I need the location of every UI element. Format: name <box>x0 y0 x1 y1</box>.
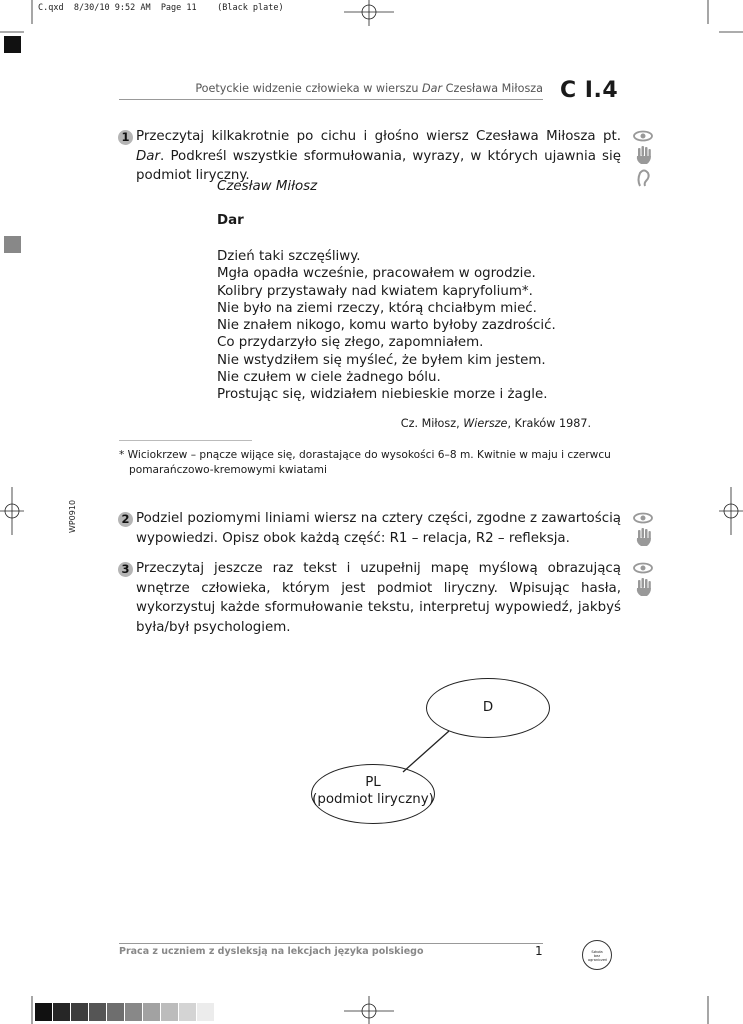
color-swatch <box>89 1003 106 1021</box>
side-code: WP0910 <box>68 499 78 534</box>
print-slug: C.qxd 8/30/10 9:52 AM Page 11 (Black plate) <box>38 3 284 13</box>
poem-line: Nie znałem nikogo, komu warto byłoby zazdrościć. <box>217 318 556 334</box>
running-header: Poetyckie widzenie człowieka w wierszu Dar Czesława Miłosza <box>195 82 543 95</box>
color-swatch <box>197 1003 214 1021</box>
color-swatch <box>161 1003 178 1021</box>
logo-text: Szkoła bez ograniczeń <box>588 950 608 962</box>
logo-icon <box>582 940 612 970</box>
footnote: * Wiciokrzew – pnącze wijące się, dorastające do wysokości 6–8 m. Kwitnie w maju i czerwcu pomarańczowo-kremowymi kwiatami <box>119 449 611 476</box>
task-2-text: Podziel poziomymi liniami wiersz na cztery części, zgodne z zawartością wypowiedzi. Opisz obok każdą część: R1 – relacja, R2 – refleksja. <box>136 511 621 546</box>
color-swatch <box>71 1003 88 1021</box>
poem-author: Czesław Miłosz <box>217 179 318 194</box>
page-number: 1 <box>535 944 543 958</box>
task-1-text: Przeczytaj kilkakrotnie po cichu i głośno wiersz Czesława Miłosza pt. Dar. Podkreśl wszystkie sformułowania, wyrazy, w których ujawnia się podmiot liryczny. <box>136 129 621 183</box>
color-swatch <box>143 1003 160 1021</box>
color-swatch <box>35 1003 52 1021</box>
color-swatch <box>107 1003 124 1021</box>
mindmap-node-pl: PL (podmiot liryczny) <box>311 764 435 824</box>
task-number-2: 2 <box>118 512 133 527</box>
task-3-text: Przeczytaj jeszcze raz tekst i uzupełnij mapę myślową obrazującą wnętrze człowieka, którym jest podmiot liryczny. Wpisując hasła, wykorzystuj każde sformułowanie tekstu, interpretuj wypowiedź, jakbyś była/był psychologiem. <box>136 561 621 635</box>
poem-source: Cz. Miłosz, Wiersze, Kraków 1987. <box>400 417 591 430</box>
color-swatch <box>125 1003 142 1021</box>
task-number-3: 3 <box>118 562 133 577</box>
color-swatch <box>179 1003 196 1021</box>
poem-title: Dar <box>217 213 244 228</box>
poem-line: Dzień taki szczęśliwy. <box>217 249 361 264</box>
task-number-1: 1 <box>118 130 133 145</box>
section-code: C I.4 <box>560 78 619 103</box>
color-swatch <box>53 1003 70 1021</box>
footer-text: Praca z uczniem z dysleksją na lekcjach języka polskiego <box>119 946 424 957</box>
poem-line: Mgła opadła wcześnie, pracowałem w ogrodzie. <box>217 266 536 282</box>
poem-line: Prostując się, widziałem niebieskie morze i żagle. <box>217 387 548 403</box>
poem-line: Nie było na ziemi rzeczy, którą chciałbym mieć. <box>217 300 537 316</box>
poem-line: Co przydarzyło się złego, zapomniałem. <box>217 335 484 351</box>
poem-line: Kolibry przystawały nad kwiatem kapryfolium*. <box>217 283 533 299</box>
poem-line: Nie czułem w ciele żadnego bólu. <box>217 370 441 386</box>
poem-line: Nie wstydziłem się myśleć, że byłem kim jestem. <box>217 352 546 368</box>
footer-rule <box>119 943 543 944</box>
mindmap-node-d: D <box>426 678 550 738</box>
